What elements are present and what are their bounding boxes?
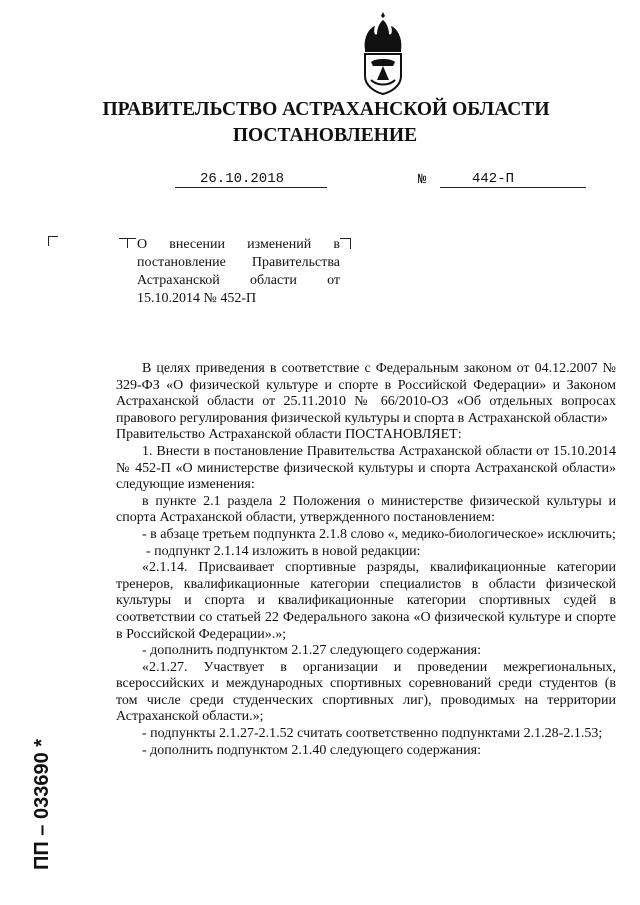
document-body — [116, 361, 616, 759]
serial-stamp-text: ПП – 033690 * — [31, 738, 53, 870]
body-paragraph: В целях приведения в соответствие с Федеральным законом от 04.12.2007 № 329-ФЗ «О физической культуре и спорте в Российской Федерации» и Законом Астраханской области от 25.11.2010 № 66/2010-ОЗ «Об отдельных вопросах правового регулирования физической культуры и спорта в Астраханской области» — [116, 361, 616, 426]
document-date: 26.10.2018 — [175, 172, 327, 188]
document-subject — [137, 236, 340, 308]
subject-bracket-right — [340, 238, 351, 249]
serial-stamp — [18, 690, 58, 870]
body-paragraph: - дополнить подпунктом 2.1.40 следующего содержания: — [142, 742, 481, 758]
body-paragraph: - в абзаце третьем подпункта 2.1.8 слово «, медико-биологическое» исключить; — [142, 526, 616, 542]
body-paragraph: - дополнить подпунктом 2.1.27 следующего содержания: — [142, 643, 481, 659]
subject-line: Астраханской области от — [137, 273, 340, 288]
body-paragraph: «2.1.27. Участвует в организации и проведении межрегиональных, всероссийских и международных спортивных соревнований среди студентов (в том числе среди студенческих спортивных лиг), проводимых на территории Астраханской области.»; — [116, 659, 616, 725]
body-paragraph: в пункте 2.1 раздела 2 Положения о министерстве физической культуры и спорта Астраханской области, утвержденного постановлением: — [116, 493, 616, 526]
body-paragraph: «2.1.14. Присваивает спортивные разряды, квалификационные категории тренеров, квалификационные категории специалистов в области физической культуры и спорта и квалификационные категории спортивных судей в соответствии со статьей 22 Федерального закона «О физической культуре и спорте в Российской Федерации».»; — [116, 560, 616, 642]
corner-mark-left — [48, 236, 58, 246]
subject-line: О внесении изменений в — [137, 237, 340, 252]
number-label: № — [418, 172, 427, 188]
body-paragraph: Правительство Астраханской области ПОСТАНОВЛЯЕТ: — [116, 427, 462, 443]
document-type-title: ПОСТАНОВЛЕНИЕ — [232, 125, 418, 146]
subject-line: 15.10.2014 № 452-П — [137, 291, 257, 306]
subject-line: постановление Правительства — [137, 255, 340, 270]
organization-title: ПРАВИТЕЛЬСТВО АСТРАХАНСКОЙ ОБЛАСТИ — [102, 99, 550, 120]
subject-bracket-left-b — [127, 238, 136, 248]
document-number: 442-П — [440, 172, 586, 188]
body-paragraph: - подпункты 2.1.27-2.1.52 считать соответственно подпунктами 2.1.28-2.1.53; — [142, 726, 603, 742]
body-paragraph: 1. Внести в постановление Правительства Астраханской области от 15.10.2014 № 452-П «О министерстве физической культуры и спорта Астраханской области» следующие изменения: — [116, 443, 616, 493]
coat-of-arms-icon — [357, 10, 409, 96]
body-paragraph: - подпункт 2.1.14 изложить в новой редакции: — [146, 543, 421, 559]
